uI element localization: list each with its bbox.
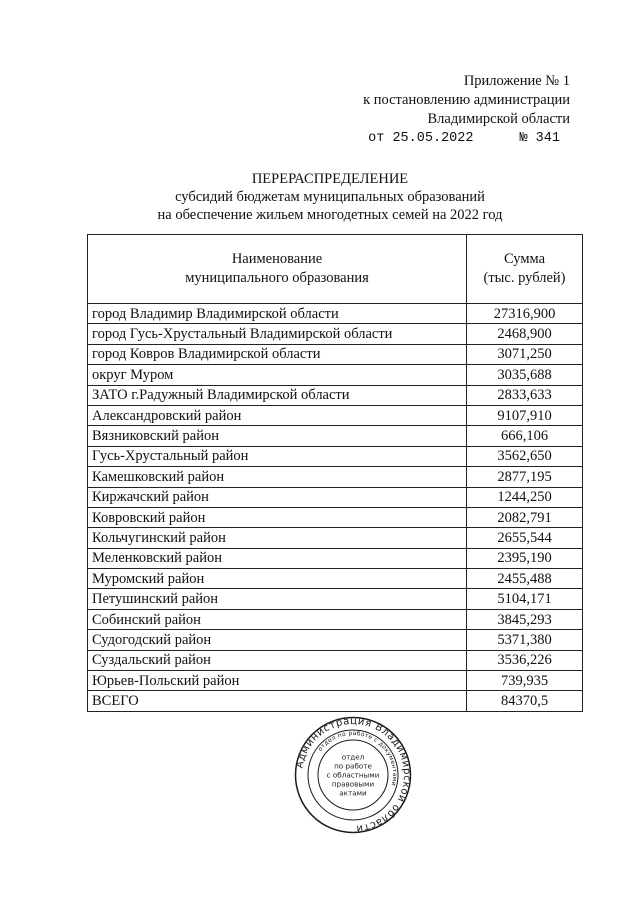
row-amount: 84370,5 [467, 691, 583, 711]
table-row [88, 467, 583, 487]
table-row [88, 385, 583, 405]
table-row [88, 304, 583, 324]
table-row [88, 671, 583, 691]
row-name: ВСЕГО [88, 691, 467, 711]
row-amount: 9107,910 [467, 405, 583, 425]
row-name: Кольчугинский район [88, 528, 467, 548]
table-row [88, 569, 583, 589]
row-name: Вязниковский район [88, 426, 467, 446]
appendix-date: от 25.05.2022 [368, 131, 474, 146]
table-row [88, 344, 583, 364]
table-row [88, 630, 583, 650]
row-amount: 739,935 [467, 671, 583, 691]
row-amount: 3562,650 [467, 446, 583, 466]
row-amount: 3071,250 [467, 344, 583, 364]
row-name: город Ковров Владимирской области [88, 344, 467, 364]
title-subtitle-1: субсидий бюджетам муниципальных образований [175, 189, 485, 205]
table-row [88, 548, 583, 568]
stamp-ring-text: Администрация Владимирской области [294, 716, 412, 834]
row-amount: 3536,226 [467, 650, 583, 670]
row-name: Суздальский район [88, 650, 467, 670]
appendix-date-number [368, 129, 560, 148]
row-amount: 3035,688 [467, 365, 583, 385]
appendix-block [330, 72, 570, 146]
row-name: Александровский район [88, 405, 467, 425]
table-row [88, 507, 583, 527]
appendix-title: Приложение № 1 [463, 73, 570, 89]
stamp-center-line: по работе [334, 761, 372, 771]
table-row [88, 650, 583, 670]
stamp-center-text [327, 753, 380, 798]
row-amount: 3845,293 [467, 609, 583, 629]
row-name: Камешковский район [88, 467, 467, 487]
row-amount: 27316,900 [467, 304, 583, 324]
stamp-center-line: с областными [326, 770, 380, 780]
table-row [88, 365, 583, 385]
document-title [80, 170, 580, 224]
row-amount: 2082,791 [467, 507, 583, 527]
table-row [88, 487, 583, 507]
table-row [88, 446, 583, 466]
row-name: Юрьев-Польский район [88, 671, 467, 691]
header-name [88, 235, 467, 304]
header-sum [467, 235, 583, 304]
row-amount: 2468,900 [467, 324, 583, 344]
row-name: Киржачский район [88, 487, 467, 507]
row-amount: 2455,488 [467, 569, 583, 589]
table-total-row [88, 691, 583, 711]
row-amount: 1244,250 [467, 487, 583, 507]
official-stamp [294, 716, 412, 834]
row-name: Муромский район [88, 569, 467, 589]
header-sum-line-1: Сумма [503, 251, 546, 267]
stamp-center-line: правовыми [331, 779, 375, 789]
header-name-line-2: муниципального образования [185, 270, 369, 286]
row-name: Судогодский район [88, 630, 467, 650]
row-amount: 2877,195 [467, 467, 583, 487]
table-row [88, 426, 583, 446]
row-amount: 5104,171 [467, 589, 583, 609]
header-name-line-1: Наименование [231, 251, 323, 267]
subsidy-table [87, 234, 583, 712]
row-name: округ Муром [88, 365, 467, 385]
row-amount: 2655,544 [467, 528, 583, 548]
stamp-inner-ring-text: отдел по работе с документами [316, 729, 399, 787]
row-name: Меленковский район [88, 548, 467, 568]
row-amount: 666,106 [467, 426, 583, 446]
row-name: город Гусь-Хрустальный Владимирской области [88, 324, 467, 344]
table-row [88, 609, 583, 629]
row-name: Собинский район [88, 609, 467, 629]
stamp-center-line: отдел [341, 752, 365, 762]
row-amount: 2833,633 [467, 385, 583, 405]
stamp-center-line: актами [339, 788, 367, 798]
row-name: ЗАТО г.Радужный Владимирской области [88, 385, 467, 405]
row-name: Петушинский район [88, 589, 467, 609]
title-heading: ПЕРЕРАСПРЕДЕЛЕНИЕ [251, 171, 409, 187]
row-amount: 5371,380 [467, 630, 583, 650]
title-subtitle-2: на обеспечение жильем многодетных семей на 2022 год [157, 207, 503, 223]
table-row [88, 528, 583, 548]
header-sum-line-2: (тыс. рублей) [483, 270, 566, 286]
table-header-row [88, 235, 583, 304]
row-name: Гусь-Хрустальный район [88, 446, 467, 466]
row-amount: 2395,190 [467, 548, 583, 568]
table-row [88, 589, 583, 609]
appendix-authority: Владимирской области [427, 111, 570, 127]
appendix-number: № 341 [519, 131, 560, 146]
table-row [88, 324, 583, 344]
row-name: Ковровский район [88, 507, 467, 527]
appendix-reference: к постановлению администрации [363, 92, 570, 108]
table-row [88, 405, 583, 425]
row-name: город Владимир Владимирской области [88, 304, 467, 324]
